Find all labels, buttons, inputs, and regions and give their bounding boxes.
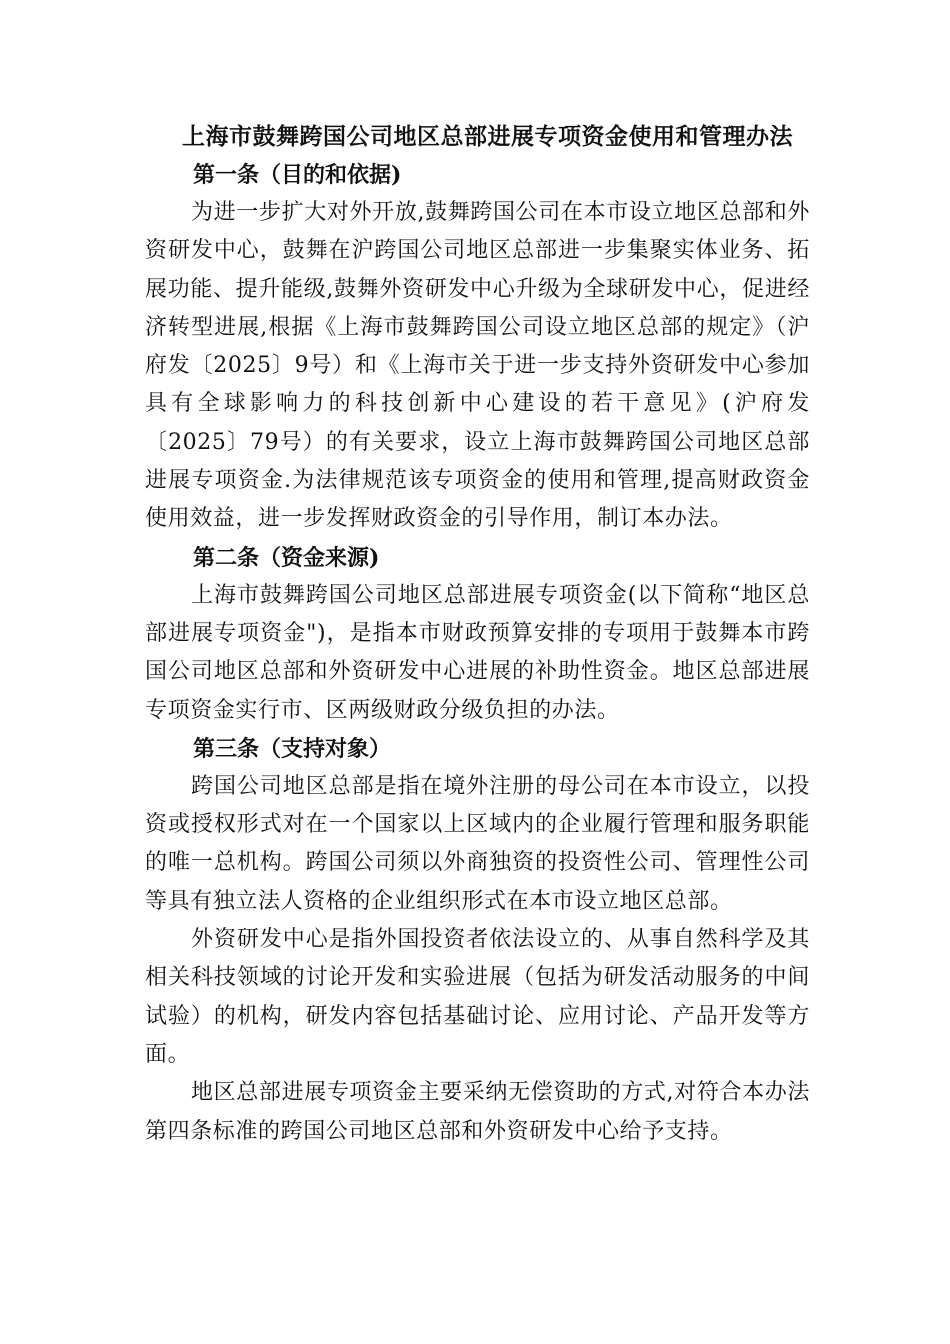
section-heading: 第二条（资金来源)	[193, 544, 380, 571]
section-article-3	[145, 730, 810, 1151]
paragraph: 跨国公司地区总部是指在境外注册的母公司在本市设立，以投资或授权形式对在一个国家以上区域内的企业履行管理和服务职能的唯一总机构。跨国公司须以外商独资的投资性公司、管理性公司等具有独立法人资格的企业组织形式在本市设立地区总部。	[145, 773, 810, 914]
document-page	[145, 118, 810, 1151]
section-article-1	[145, 156, 810, 539]
document-title: 上海市鼓舞跨国公司地区总部进展专项资金使用和管理办法	[182, 123, 793, 150]
section-heading: 第三条（支持对象）	[193, 735, 392, 762]
section-heading: 第一条（目的和依据)	[193, 162, 402, 188]
paragraph: 外资研发中心是指外国投资者依法设立的、从事自然科学及其相关科技领域的讨论开发和实验进展（包括为研发活动服务的中间试验）的机构，研发内容包括基础讨论、应用讨论、产品开发等方面。	[145, 927, 810, 1067]
section-article-2	[145, 539, 810, 730]
paragraph: 上海市鼓舞跨国公司地区总部进展专项资金(以下简称“地区总部进展专项资金")，是指本市财政预算安排的专项用于鼓舞本市跨国公司地区总部和外资研发中心进展的补助性资金。地区总部进展专项资金实行市、区两级财政分级负担的办法。	[145, 582, 810, 723]
paragraph: 为进一步扩大对外开放,鼓舞跨国公司在本市设立地区总部和外资研发中心，鼓舞在沪跨国公司地区总部进一步集聚实体业务、拓展功能、提升能级,鼓舞外资研发中心升级为全球研发中心，促进经济转型进展,根据《上海市鼓舞跨国公司设立地区总部的规定》（沪府发〔2025〕9号）和《上海市关于进一步支持外资研发中心参加具有全球影响力的科技创新中心建设的若干意见》(沪府发〔2025〕79号）的有关要求，设立上海市鼓舞跨国公司地区总部进展专项资金.为法律规范该专项资金的使用和管理,提高财政资金使用效益，进一步发挥财政资金的引导作用，制订本办法。	[145, 200, 810, 532]
paragraph: 地区总部进展专项资金主要采纳无偿资助的方式,对符合本办法第四条标准的跨国公司地区总部和外资研发中心给予支持。	[145, 1080, 810, 1144]
